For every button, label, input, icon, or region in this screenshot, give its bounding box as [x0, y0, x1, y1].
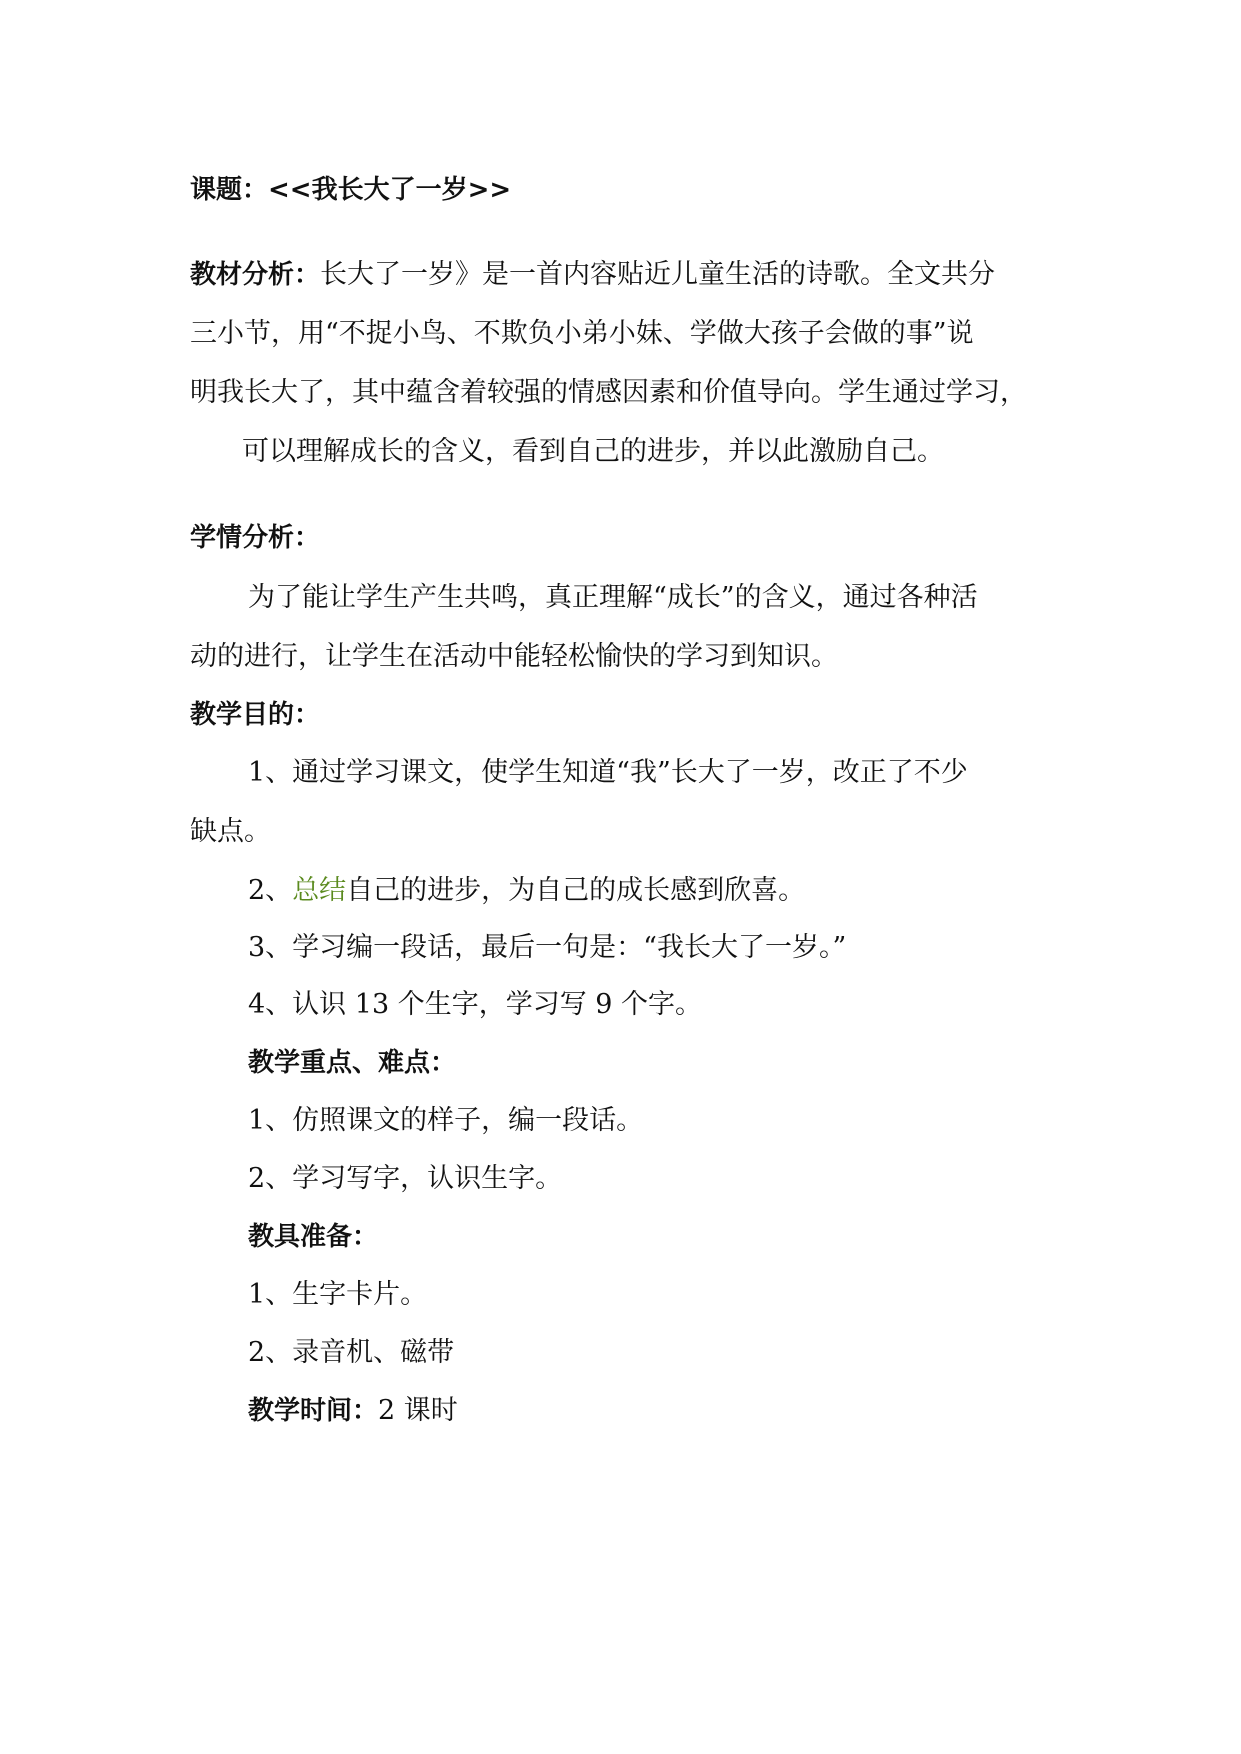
material-analysis-line-3: 明我长大了，其中蕴含着较强的情感因素和价值导向。学生通过学习，: [190, 377, 1027, 408]
teaching-time-line: [248, 1391, 1128, 1431]
key-points-heading: 教学重点、难点：: [248, 1048, 457, 1078]
key-point-item-1: 1、仿照课文的样子，编一段话。: [248, 1105, 644, 1136]
objective-item-2-prefix: 2、: [248, 875, 293, 906]
objective-item-2: [248, 871, 1128, 911]
objective-item-4: 4、认识 13 个生字，学习写 9 个字。: [248, 989, 703, 1020]
student-analysis-line-1: 为了能让学生产生共鸣，真正理解“成长”的含义，通过各种活: [248, 582, 978, 613]
title-line: [190, 170, 1070, 210]
material-analysis-text: 长大了一岁》是一首内容贴近儿童生活的诗歌。全文共分: [320, 259, 996, 290]
objective-item-1: 1、通过学习课文，使学生知道“我”长大了一岁，改正了不少: [248, 757, 968, 788]
student-analysis-heading: 学情分析：: [190, 523, 321, 553]
material-analysis-label: 教材分析：: [190, 260, 321, 290]
tools-item-1: 1、生字卡片。: [248, 1279, 428, 1310]
objective-item-2-text: 自己的进步，为自己的成长感到欣喜。: [346, 875, 806, 906]
teaching-time-label: 教学时间：: [248, 1396, 379, 1426]
title-label: 课题：: [190, 175, 269, 205]
key-point-item-2: 2、学习写字，认识生字。: [248, 1163, 563, 1194]
objectives-heading: 教学目的：: [190, 700, 321, 730]
tools-item-2: 2、录音机、磁带: [248, 1337, 455, 1368]
material-analysis-line-1: [190, 255, 1070, 295]
teaching-time-value: 2 课时: [378, 1395, 458, 1426]
student-analysis-line-2: 动的进行，让学生在活动中能轻松愉快的学习到知识。: [190, 641, 838, 672]
objective-item-1-continued: 缺点。: [190, 816, 271, 847]
tools-heading: 教具准备：: [248, 1222, 379, 1252]
objective-item-2-highlight: 总结: [292, 875, 347, 906]
title-text: <<我长大了一岁>>: [268, 175, 512, 205]
material-analysis-line-2: 三小节，用“不捉小鸟、不欺负小弟小妹、学做大孩子会做的事”说: [190, 318, 974, 349]
objective-item-3: 3、学习编一段话，最后一句是：“我长大了一岁。”: [248, 932, 847, 963]
material-analysis-line-4: 可以理解成长的含义，看到自己的进步，并以此激励自己。: [242, 436, 944, 467]
